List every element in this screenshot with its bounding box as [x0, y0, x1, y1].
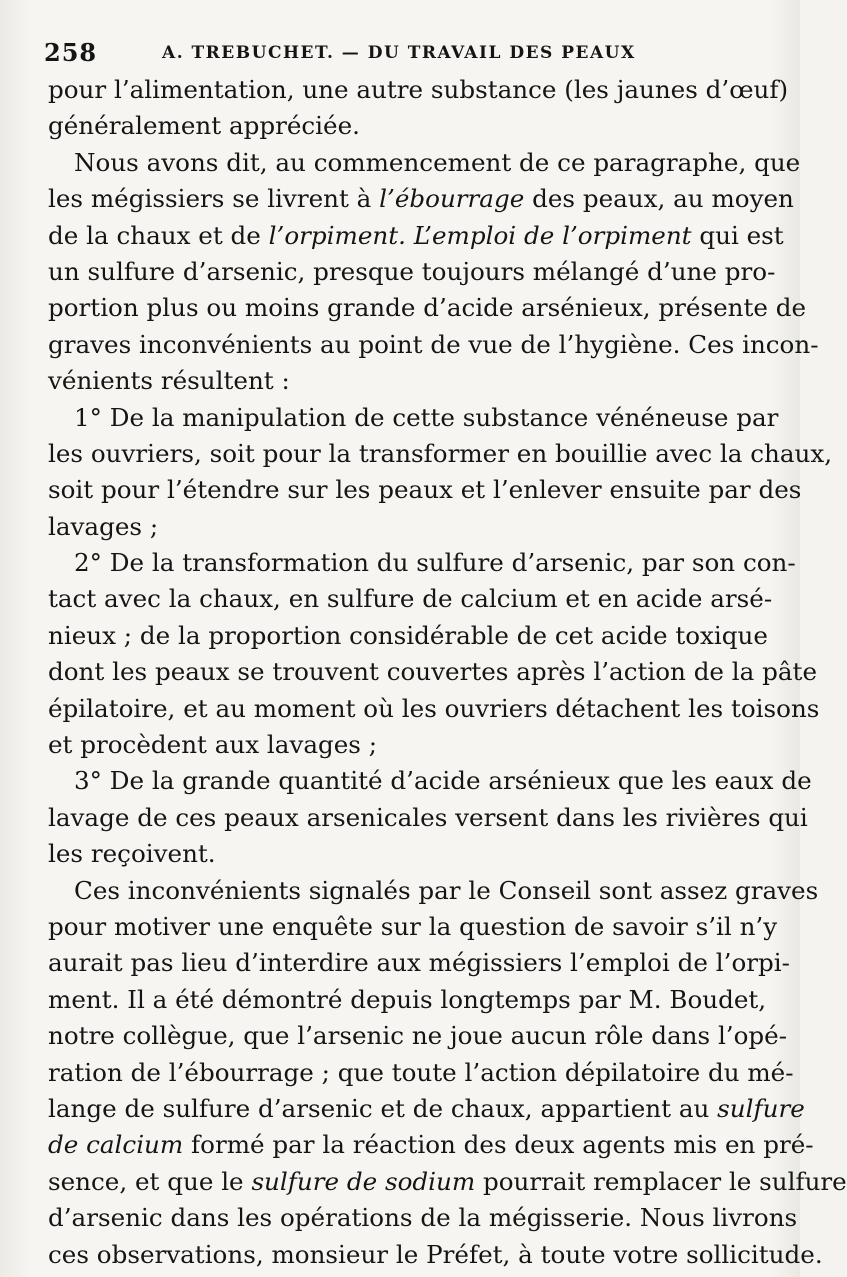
text-line [48, 691, 820, 727]
text-line [48, 472, 802, 508]
text-line [48, 618, 768, 654]
text-line [48, 945, 790, 981]
text-segment: les reçoivent. [48, 839, 216, 869]
text-segment: pour l’alimentation, une autre substance (les jaunes d’œuf) [48, 75, 789, 104]
text-line [48, 145, 801, 181]
text-line [48, 654, 817, 690]
text-segment: ment. Il a été démontré depuis longtemps par M. Boudet, [48, 984, 767, 1014]
text-segment: épilatoire, et au moment où les ouvriers détachent les toisons [48, 693, 820, 723]
text-segment: nieux ; de la proportion considérable de cet acide toxique [48, 620, 768, 650]
text-segment: formé par la réaction des deux agents mis en pré- [183, 1130, 814, 1160]
text-segment: 3° De la grande quantité d’acide arsénieux que les eaux de [74, 766, 812, 796]
text-segment: Nous avons dit, au commencement de ce paragraphe, que [74, 147, 801, 177]
italic-text: sulfure [717, 1093, 805, 1123]
text-line [48, 1164, 847, 1200]
text-segment: qui est [691, 220, 784, 250]
text-line [48, 254, 776, 290]
text-segment: dont les peaux se trouvent couvertes après l’action de la pâte [48, 657, 817, 687]
text-segment: soit pour l’étendre sur les peaux et l’enlever ensuite par des [48, 475, 802, 505]
text-line [48, 181, 794, 217]
text-segment: pourrait remplacer le sulfure [475, 1166, 847, 1196]
text-line [48, 1018, 788, 1054]
text-segment: 1° De la manipulation de cette substance vénéneuse par [74, 402, 779, 432]
text-line [48, 800, 808, 836]
text-line [48, 909, 778, 945]
text-segment: un sulfure d’arsenic, presque toujours mélangé d’une pro- [48, 256, 776, 286]
text-segment: ration de l’ébourrage ; que toute l’action dépilatoire du mé- [48, 1057, 794, 1087]
text-segment: et procèdent aux lavages ; [48, 730, 378, 760]
text-segment: Ces inconvénients signalés par le Conseil sont assez graves [74, 875, 819, 905]
text-line [48, 1127, 814, 1163]
text-line [48, 1055, 794, 1091]
text-line [48, 400, 779, 436]
text-line [48, 327, 819, 363]
running-title: A. TREBUCHET. — DU TRAVAIL DES PEAUX [162, 43, 636, 63]
text-segment: pour motiver une enquête sur la question de savoir s’il n’y [48, 911, 778, 941]
text-line [48, 1091, 805, 1127]
italic-text: L’emploi de l’orpiment [413, 220, 692, 250]
italic-text: de calcium [48, 1130, 184, 1160]
text-line [48, 836, 752, 872]
text-line [48, 763, 812, 799]
text-segment: vénients résultent : [48, 366, 290, 396]
text-segment: ces observations, monsieur le Préfet, à toute votre sollicitude. [48, 1239, 823, 1269]
text-segment: sence, et que le [48, 1166, 252, 1196]
text-segment: de la chaux et de [48, 220, 269, 250]
text-line [48, 545, 796, 581]
text-line [48, 218, 784, 254]
text-segment: d’arsenic dans les opérations de la mégisserie. Nous livrons [48, 1203, 798, 1233]
text-segment: des peaux, au moyen [524, 184, 794, 214]
text-segment: lavage de ces peaux arsenicales versent dans les rivières qui [48, 802, 808, 832]
text-segment: graves inconvénients au point de vue de l’hygiène. Ces incon- [48, 329, 819, 359]
text-line [48, 290, 807, 326]
text-segment: portion plus ou moins grande d’acide arsénieux, présente de [48, 293, 807, 323]
text-segment: lavages ; [48, 511, 159, 541]
text-line [48, 1200, 798, 1236]
text-segment: aurait pas lieu d’interdire aux mégissiers l’emploi de l’orpi- [48, 948, 790, 978]
text-segment: généralement appréciée. [48, 111, 360, 141]
text-line [48, 873, 819, 909]
page-header [44, 38, 764, 72]
text-line [48, 108, 752, 144]
text-line [48, 72, 789, 108]
text-segment [406, 221, 414, 250]
text-segment: 2° De la transformation du sulfure d’arsenic, par son con- [74, 548, 796, 578]
text-segment: notre collègue, que l’arsenic ne joue aucun rôle dans l’opé- [48, 1021, 788, 1051]
italic-text: l’ébourrage [379, 184, 525, 214]
text-line [48, 363, 752, 399]
text-segment: lange de sulfure d’arsenic et de chaux, appartient au [48, 1093, 718, 1123]
text-line [48, 982, 767, 1018]
text-segment: les mégissiers se livrent à [48, 184, 380, 214]
text-line [48, 509, 752, 545]
italic-text: l’orpiment. [268, 220, 406, 250]
text-line [48, 1237, 823, 1273]
text-line [48, 727, 752, 763]
text-line [48, 436, 833, 472]
page-number: 258 [44, 38, 98, 67]
text-segment: tact avec la chaux, en sulfure de calcium et en acide arsé- [48, 584, 773, 614]
text-segment: les ouvriers, soit pour la transformer en bouillie avec la chaux, [48, 438, 833, 468]
body-text [48, 72, 847, 1273]
italic-text: sulfure de sodium [251, 1166, 476, 1196]
text-line [48, 581, 773, 617]
